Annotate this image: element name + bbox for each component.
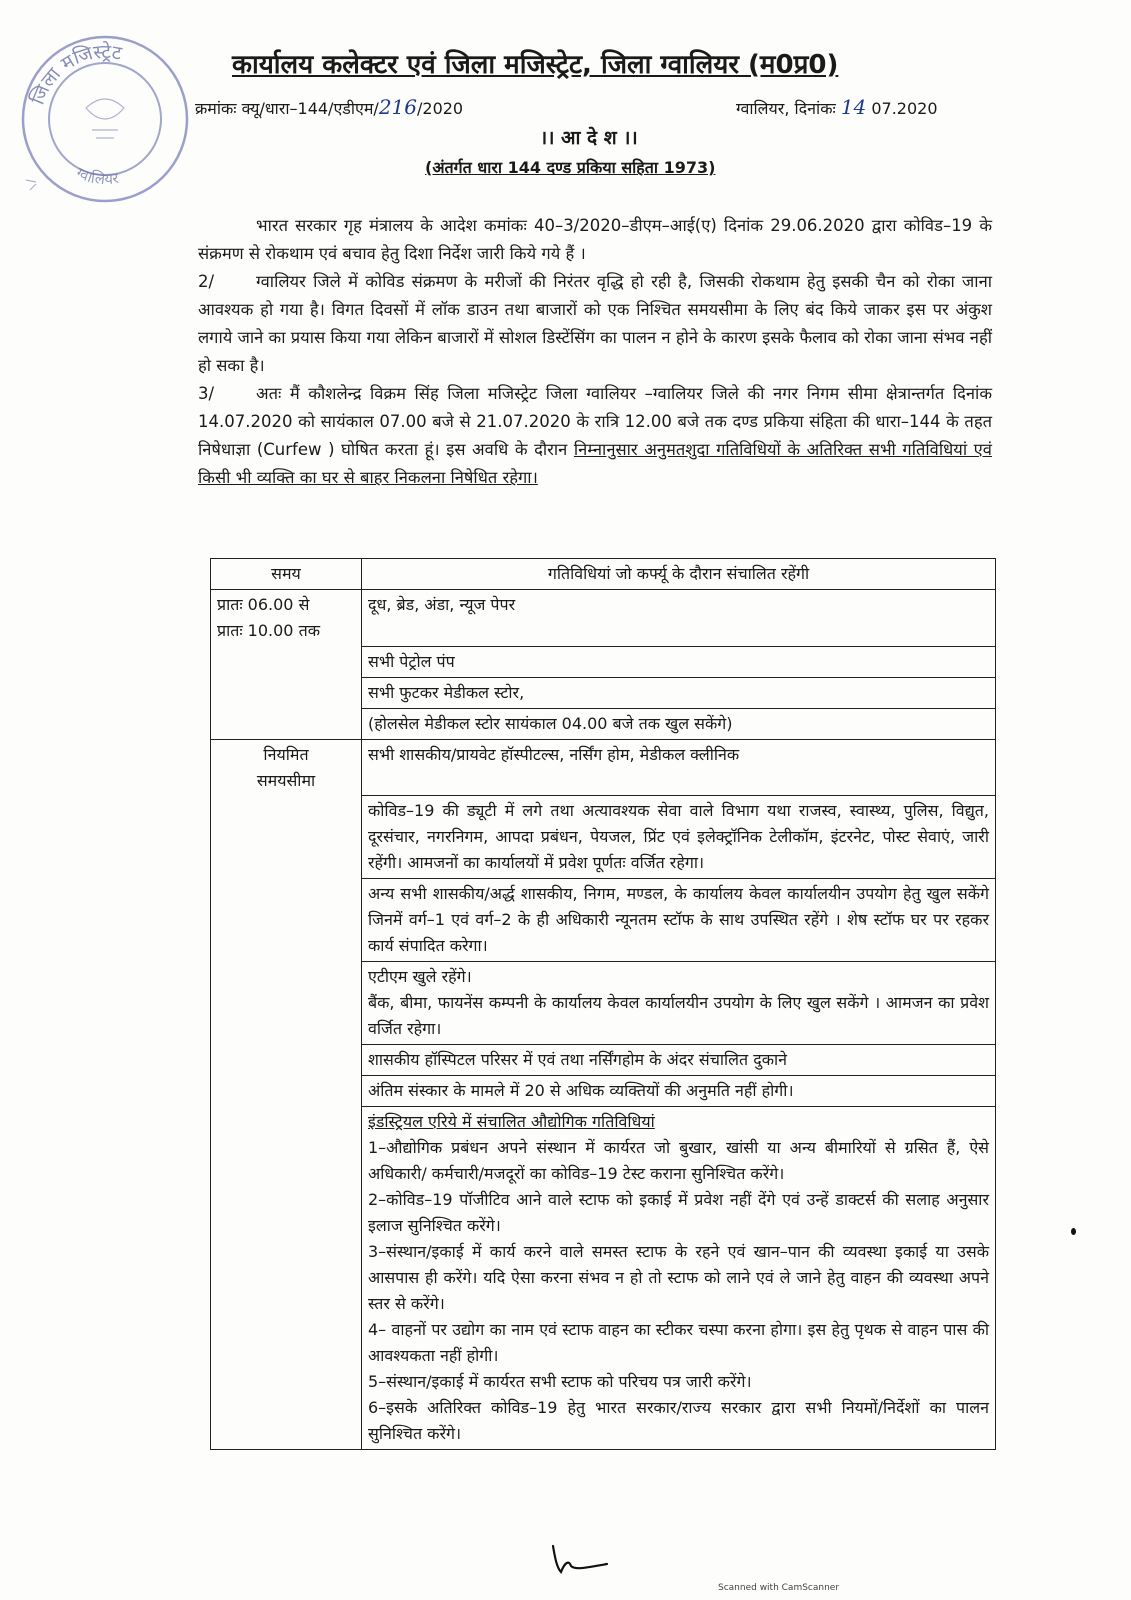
time-cell-empty — [211, 1045, 362, 1076]
table-row — [211, 1107, 996, 1450]
table-row — [211, 1045, 996, 1076]
time-cell-morning — [211, 590, 362, 647]
table-row — [211, 677, 996, 708]
activity-cell: दूध, ब्रेड, अंडा, न्यूज पेपर — [362, 590, 996, 647]
industrial-point-2: 2–कोविड–19 पॉजीटिव आने वाले स्टाफ को इकाई में प्रवेश नहीं देंगे एवं उन्हें डाक्टर्स की सलाह अनुसार इलाज सुनिश्चित करेंगे। — [368, 1190, 989, 1235]
paragraph-2 — [198, 268, 992, 380]
table-row — [211, 708, 996, 739]
date-suffix: 07.2020 — [866, 99, 938, 118]
time-cell-empty — [211, 879, 362, 962]
seal-text-top: जिला मजिस्ट्रेट — [26, 40, 124, 108]
handwritten-signature — [545, 1540, 615, 1580]
order-body — [198, 212, 992, 492]
date-handwritten-day: 14 — [840, 95, 867, 119]
paragraph-3 — [198, 380, 992, 492]
time-morning-line2: प्रातः 10.00 तक — [217, 621, 320, 640]
header-time: समय — [211, 559, 362, 590]
table-header-row — [211, 559, 996, 590]
industrial-point-6: 6–इसके अतिरिक्त कोविड–19 हेतु भारत सरकार/राज्य सरकार द्वारा सभी नियमों/निर्देशों का पालन सुनिश्चित करेंगे। — [368, 1398, 989, 1443]
activity-cell: सभी फुटकर मेडीकल स्टोर, — [362, 677, 996, 708]
bank-line: बैंक, बीमा, फायनेंस कम्पनी के कार्यालय केवल कार्यालयीन उपयोग के लिए खुल सकेंगे । आमजन का प्रवेश वर्जित रहेगा। — [368, 993, 989, 1038]
table-row — [211, 879, 996, 962]
activity-cell: सभी पेट्रोल पंप — [362, 646, 996, 677]
atm-line: एटीएम खुले रहेंगे। — [368, 967, 472, 986]
time-cell-empty — [211, 677, 362, 708]
table-row — [211, 590, 996, 647]
time-cell-empty — [211, 646, 362, 677]
svg-text:जिला मजिस्ट्रेट — [26, 40, 124, 108]
time-morning-line1: प्रातः 06.00 से — [217, 595, 310, 614]
paragraph-3-underlined-text: निम्नानुसार अनुमतशुदा गतिविधियों के अतिरिक्त सभी गतिविधियां एवं किसी भी व्यक्ति का घर से बाहर निकलना निषेधित रहेगा। — [198, 440, 992, 487]
table-row — [211, 796, 996, 879]
activity-cell — [362, 962, 996, 1045]
ref-suffix: /2020 — [417, 99, 464, 118]
office-title: कार्यालय कलेक्टर एवं जिला मजिस्ट्रेट, जिला ग्वालियर (म0प्र0) — [232, 50, 839, 80]
order-reference-number — [195, 95, 463, 119]
industrial-heading: इंडस्ट्रियल एरिये में संचालित औद्योगिक गतिविधियां — [368, 1112, 655, 1131]
paragraph-1: भारत सरकार गृह मंत्रालय के आदेश कमांकः 40–3/2020–डीएम–आई(ए) दिनांक 29.06.2020 द्वारा कोविड–19 के संक्रमण से रोकथाम एवं बचाव हेतु दिशा निर्देश जारी किये गये हैं । — [198, 216, 992, 263]
table-row — [211, 739, 996, 796]
table-row — [211, 646, 996, 677]
paragraph-2-text: ग्वालियर जिले में कोविड संक्रमण के मरीजों की निरंतर वृद्धि हो रही है, जिसकी रोकथाम हेतु इसकी चैन को रोका जाना आवश्यक हो गया है। विगत दिवसों में लॉक डाउन तथा बाजारों को एक निश्चित समयसीमा के लिए बंद किये जाकर इस पर अंकुश लगाये जाने का प्रयास किया गया लेकिन बाजारों में सोशल डिस्टेंसिंग का पालन न होने के कारण इसके फैलाव को रोका जाना संभव नहीं हो सका है। — [198, 272, 992, 375]
industrial-point-3: 3–संस्थान/इकाई में कार्य करने वाले समस्त स्टाफ के रहने एवं खान–पान की व्यवस्था इकाई या उसके आसपास ही करेंगे। यदि ऐसा करना संभव न हो तो स्टाफ को लाने एवं ले जाने हेतु वाहन की व्यवस्था अपने स्तर से करेंगे। — [368, 1242, 989, 1313]
activity-cell: अंतिम संस्कार के मामले में 20 से अधिक व्यक्तियों की अनुमति नहीं होगी। — [362, 1076, 996, 1107]
activity-cell: अन्य सभी शासकीय/अर्द्ध शासकीय, निगम, मण्डल, के कार्यालय केवल कार्यालयीन उपयोग हेतु खुल सकेंगे जिनमें वर्ग–1 एवं वर्ग–2 के ही अधिकारी न्यूनतम स्टॉफ के साथ उपस्थित रहेंगे । शेष स्टॉफ घर पर रहकर कार्य संपादित करेगा। — [362, 879, 996, 962]
official-seal-stamp — [16, 30, 194, 208]
industrial-point-4: 4– वाहनों पर उद्योग का नाम एवं स्टाफ वाहन का स्टीकर चस्पा करना होगा। इस हेतु पृथक से वाहन पास की आवश्यकता नहीं होगी। — [368, 1320, 989, 1365]
activity-cell: कोविड–19 की ड्यूटी में लगे तथा अत्यावश्यक सेवा वाले विभाग यथा राजस्व, स्वास्थ्य, पुलिस, विद्युत, दूरसंचार, नगरनिगम, आपदा प्रबंधन, पेयजल, प्रिंट एवं इलेक्ट्रॉनिक टेलीकॉम, इंटरनेट, पोस्ट सेवाएं, जारी रहेंगी। आमजनों का कार्यालयों में प्रवेश पूर्णतः वर्जित रहेगा। — [362, 796, 996, 879]
order-heading: ।। आ दे श ।। — [540, 127, 638, 149]
seal-text-bottom: ग्वालियर — [73, 163, 120, 189]
table-row — [211, 962, 996, 1045]
header-activity: गतिविधियां जो कर्फ्यू के दौरान संचालित रहेंगी — [362, 559, 996, 590]
permitted-activities-table — [210, 558, 996, 1450]
time-cell-empty — [211, 796, 362, 879]
svg-text:ग्वालियर — [73, 164, 120, 189]
time-cell-empty — [211, 708, 362, 739]
paragraph-3-text: अतः मैं कौशलेन्द्र विक्रम सिंह जिला मजिस्ट्रेट जिला ग्वालियर –ग्वालियर जिले की नगर निगम सीमा क्षेत्रान्तर्गत दिनांक 14.07.2020 को सायंकाल 07.00 बजे से 21.07.2020 के रात्रि 12.00 बजे तक दण्ड प्रकिया संहिता की धारा–144 के तहत निषेधाज्ञा (Curfew ) घोषित करता हूं। इस अवधि के दौरान — [198, 384, 992, 459]
time-cell-regular — [211, 739, 362, 796]
scanner-watermark: Scanned with CamScanner — [718, 1583, 840, 1593]
time-cell-empty — [211, 1076, 362, 1107]
paragraph-2-number: 2/ — [198, 272, 215, 291]
ref-prefix: क्रमांकः क्यू/धारा–144/एडीएम/ — [195, 99, 379, 118]
activity-cell-industrial — [362, 1107, 996, 1450]
industrial-point-5: 5–संस्थान/इकाई में कार्यरत सभी स्टाफ को परिचय पत्र जारी करेंगे। — [368, 1372, 752, 1391]
time-regular-line1: नियमित — [263, 744, 309, 764]
paragraph-3-number: 3/ — [198, 384, 215, 403]
time-regular-line2: समयसीमा — [256, 770, 316, 790]
order-date — [736, 95, 938, 119]
ref-handwritten-number: 216 — [378, 95, 417, 119]
activity-cell: सभी शासकीय/प्रायवेट हॉस्पीटल्स, नर्सिंग होम, मेडीकल क्लीनिक — [362, 739, 996, 796]
time-cell-empty — [211, 1107, 362, 1450]
activity-cell: (होलसेल मेडीकल स्टोर सायंकाल 04.00 बजे तक खुल सकेंगे) — [362, 708, 996, 739]
time-cell-empty — [211, 962, 362, 1045]
table-row — [211, 1076, 996, 1107]
scan-speck — [1071, 1228, 1076, 1235]
industrial-point-1: 1–औद्योगिक प्रबंधन अपने संस्थान में कार्यरत जो बुखार, खांसी या अन्य बीमारियों से ग्रसित हैं, ऐसे अधिकारी/ कर्मचारी/मजदूरों का कोविड–19 टेस्ट कराना सुनिश्चित करेंगे। — [368, 1138, 989, 1183]
date-prefix: ग्वालियर, दिनांकः — [736, 99, 836, 118]
activity-cell: शासकीय हॉस्पिटल परिसर में एवं तथा नर्सिंगहोम के अंदर संचालित दुकाने — [362, 1045, 996, 1076]
order-subheading: (अंतर्गत धारा 144 दण्ड प्रकिया सहिता 1973) — [425, 158, 716, 177]
